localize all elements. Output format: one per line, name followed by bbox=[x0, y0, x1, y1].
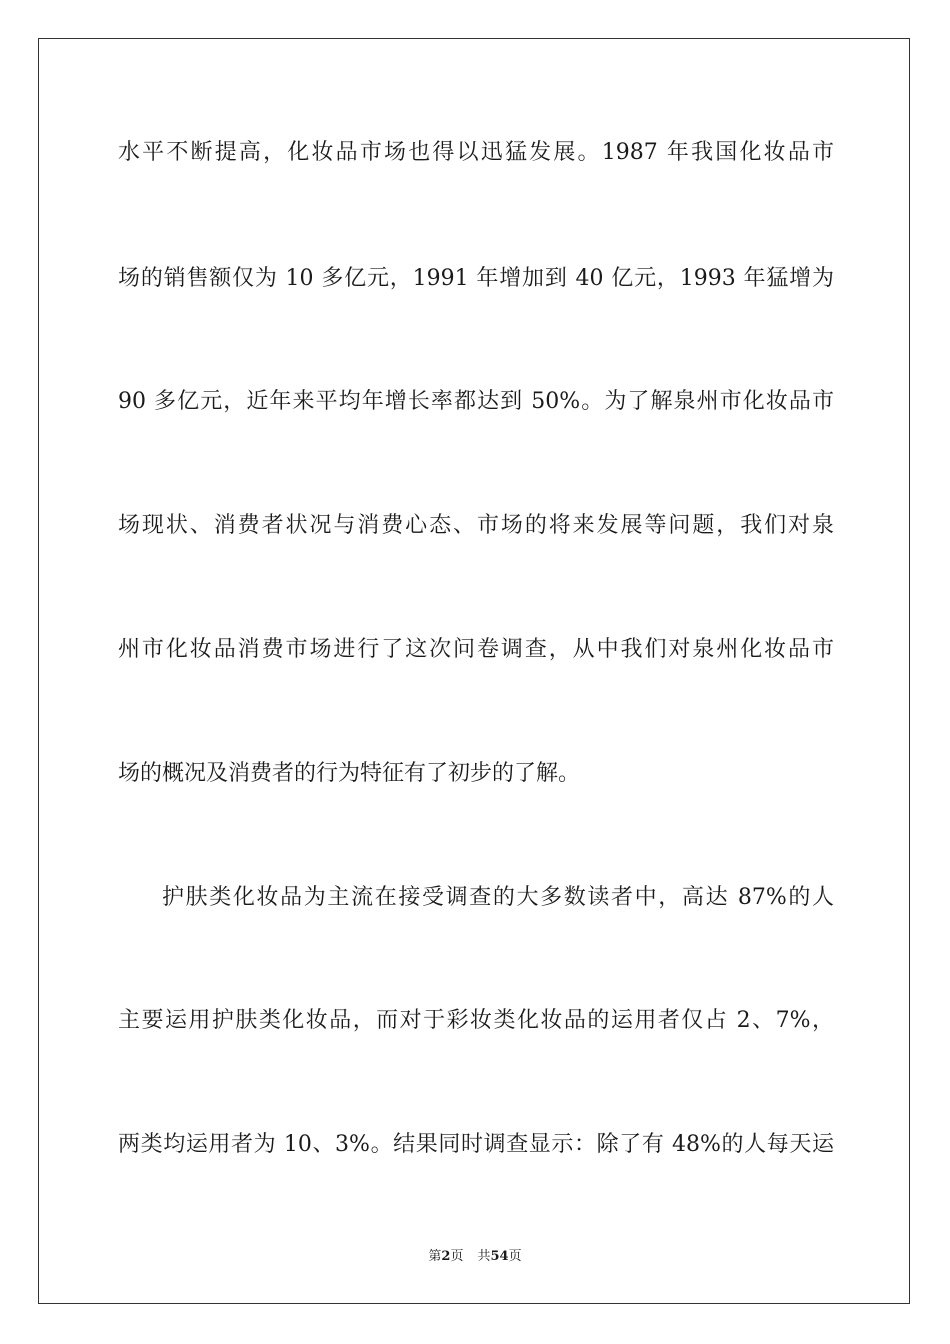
page-footer bbox=[0, 1248, 950, 1266]
paragraph-line: 水平不断提高，化妆品市场也得以迅猛发展。1987 年我国化妆品市 bbox=[118, 140, 834, 165]
paragraph-line: 主要运用护肤类化妆品，而对于彩妆类化妆品的运用者仅占 2、7%， bbox=[118, 1008, 834, 1033]
total-prefix: 共 bbox=[477, 1249, 491, 1264]
page-border bbox=[38, 38, 910, 1304]
total-pages: 54 bbox=[490, 1249, 509, 1264]
page-number: 2 bbox=[441, 1249, 451, 1264]
paragraph-line: 州市化妆品消费市场进行了这次问卷调查，从中我们对泉州化妆品市 bbox=[118, 637, 834, 662]
total-suffix: 页 bbox=[508, 1249, 522, 1264]
paragraph-line: 场的销售额仅为 10 多亿元，1991 年增加到 40 亿元，1993 年猛增为 bbox=[118, 266, 834, 291]
paragraph-line: 场现状、消费者状况与消费心态、市场的将来发展等问题，我们对泉 bbox=[118, 513, 834, 538]
paragraph-line: 护肤类化妆品为主流在接受调查的大多数读者中，高达 87%的人 bbox=[162, 885, 834, 910]
page-prefix: 第 bbox=[428, 1249, 442, 1264]
paragraph-line: 两类均运用者为 10、3%。结果同时调查显示：除了有 48%的人每天运 bbox=[118, 1132, 834, 1157]
page-suffix: 页 bbox=[450, 1249, 464, 1264]
paragraph-line: 90 多亿元，近年来平均年增长率都达到 50%。为了解泉州市化妆品市 bbox=[118, 389, 834, 414]
paragraph-line: 场的概况及消费者的行为特征有了初步的了解。 bbox=[118, 761, 581, 786]
